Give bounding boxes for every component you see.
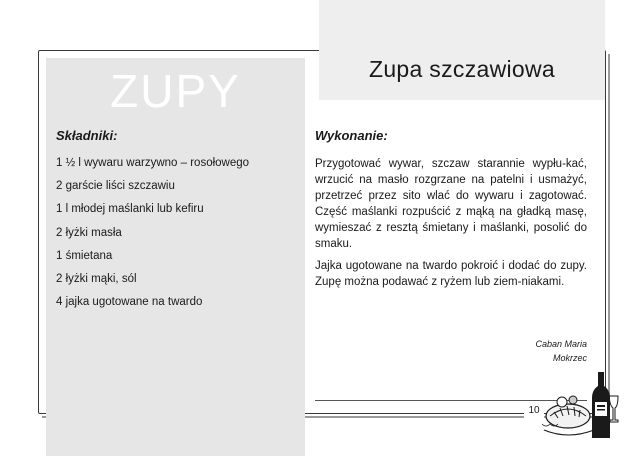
section-title: ZUPY bbox=[110, 65, 241, 117]
ingredient-item: 4 jajka ugotowane na twardo bbox=[56, 296, 203, 309]
ingredient-item: 1 ½ l wywaru warzywno – rosołowego bbox=[56, 157, 250, 169]
ingredient-item: 1 l młodej maślanki lub kefiru bbox=[56, 203, 204, 216]
food-and-wine-bottle-icon bbox=[540, 366, 620, 442]
title-box bbox=[319, 0, 605, 100]
preparation-paragraph: Przygotować wywar, szczaw starannie wypłu-kać, wrzucić na masło rozgrzane na patelni i usmażyć, przetrzeć przez sito wlać do wywaru i zagotować. Część maślanki rozpuścić z mąką na gładką masę, wymieszać z resztą śmietany i maślanki, posolić do smaku. bbox=[315, 158, 587, 250]
ingredients-heading: Składniki: bbox=[56, 128, 118, 143]
author-name: Caban Maria bbox=[535, 339, 587, 349]
ingredients-panel bbox=[46, 58, 305, 456]
preparation-text bbox=[315, 156, 587, 296]
ingredients-list bbox=[56, 155, 249, 317]
ingredient-item: 2 łyżki masła bbox=[56, 226, 122, 239]
recipe-title: Zupa szczawiowa bbox=[368, 56, 556, 82]
author-location: Mokrzec bbox=[552, 353, 587, 363]
preparation-paragraph: Jajka ugotowane na twardo pokroić i dodać do zupy. Zupę można podawać z ryżem lub ziem-niakami. bbox=[315, 260, 587, 288]
author bbox=[535, 337, 587, 365]
page-number: 10 bbox=[524, 403, 544, 419]
ingredient-item: 2 łyżki mąki, sól bbox=[56, 272, 137, 285]
ingredient-item: 2 garście liści szczawiu bbox=[56, 180, 175, 193]
ingredient-item: 1 śmietana bbox=[56, 249, 113, 262]
preparation-heading: Wykonanie: bbox=[315, 128, 388, 143]
